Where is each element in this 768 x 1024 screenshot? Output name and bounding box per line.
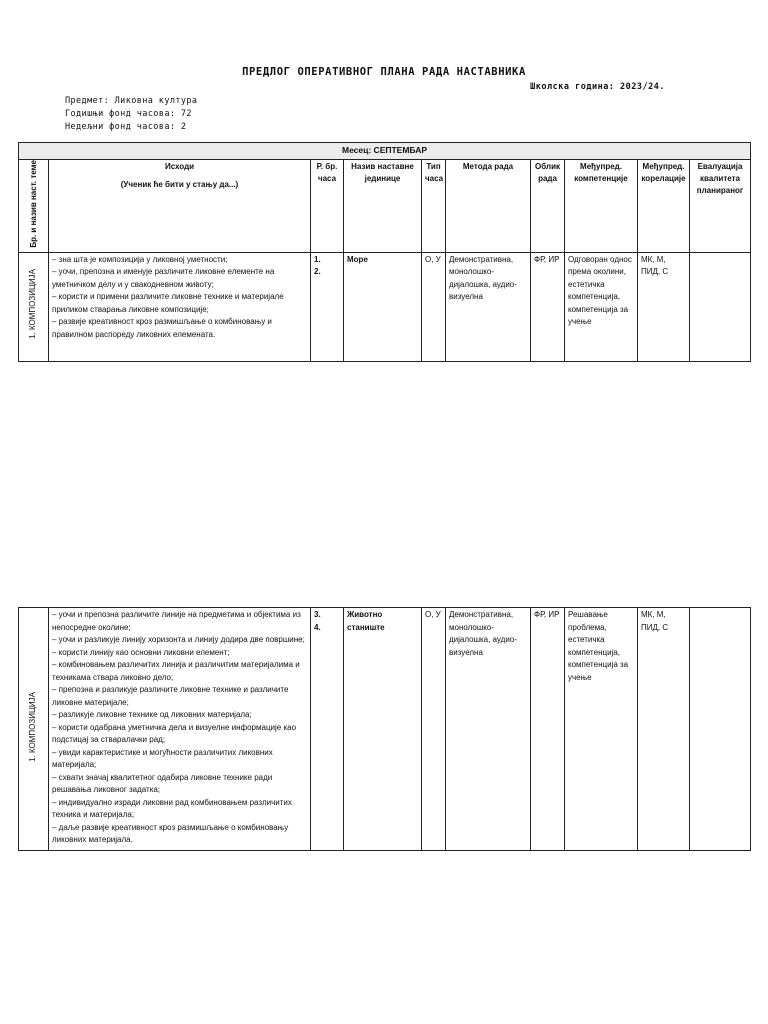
month-header: Месец: СЕПТЕМБАР xyxy=(19,143,751,160)
lesson-type-cell: О, У xyxy=(422,252,446,361)
method-cell: Демонстративна, монолошко-дијалошка, аудио-визуелна xyxy=(446,608,531,851)
topic-cell: 1. КОМПОЗИЦИЈА xyxy=(19,252,49,361)
evaluation-cell xyxy=(690,252,751,361)
header-correlation: Међупред. корелације xyxy=(638,160,690,253)
form-cell: ФР, ИР xyxy=(531,608,565,851)
lesson-name-cell: Море xyxy=(344,252,422,361)
annual-hours-line: Годишњи фонд часова: 72 xyxy=(65,109,192,119)
document-meta xyxy=(65,95,197,134)
header-lesson-name: Назив наставне јединице xyxy=(344,160,422,253)
lesson-name-cell: Животно станиште xyxy=(344,608,422,851)
header-topic: Бр. и назив наст. теме xyxy=(19,160,49,253)
competences-cell: Решавање проблема, естетичка компетенција, компетенција за учење xyxy=(565,608,638,851)
lesson-number-cell: 1. 2. xyxy=(311,252,344,361)
competences-cell: Одговоран однос према околини, естетичка компетенција, компетенција за учење xyxy=(565,252,638,361)
header-lesson-number: Р. бр. часа xyxy=(311,160,344,253)
correlation-cell: МК, М, ПИД, С xyxy=(638,608,690,851)
outcomes-cell: – зна шта је композиција у ликовној уметности; – уочи, препозна и именује различите ликовне елементе на уметничком делу и у свакодневном животу; – користи и примени различите ликовне технике и материјале приликом стварања ликовне композиције; – развије креативност кроз размишљање о комбиновању и правилном распореду ликовних елемената. xyxy=(49,252,311,361)
topic-cell: 1. КОМПОЗИЦИЈА xyxy=(19,608,49,851)
form-cell: ФР, ИР xyxy=(531,252,565,361)
method-cell: Демонстративна, монолошко-дијалошка, аудио-визуелна xyxy=(446,252,531,361)
header-lesson-type: Тип часа xyxy=(422,160,446,253)
header-competences: Међупред. компетенције xyxy=(565,160,638,253)
school-year: Школска година: 2023/24. xyxy=(530,82,665,92)
document-title: ПРЕДЛОГ ОПЕРАТИВНОГ ПЛАНА РАДА НАСТАВНИКА xyxy=(242,66,526,78)
subject-line: Предмет: Ликовна култура xyxy=(65,96,198,106)
header-form: Облик рада xyxy=(531,160,565,253)
table-row xyxy=(19,252,751,361)
header-evaluation: Евалуација квалитета планираног xyxy=(690,160,751,253)
lesson-type-cell: О, У xyxy=(422,608,446,851)
plan-table-continued xyxy=(18,607,751,851)
weekly-hours-line: Недељни фонд часова: 2 xyxy=(65,122,187,132)
header-method: Метода рада xyxy=(446,160,531,253)
lesson-number-cell: 3. 4. xyxy=(311,608,344,851)
outcomes-cell: – уочи и препозна различите линије на предметима и објектима из непосредне околине; – уочи и разликује линију хоризонта и линију додира две површине; – користи линију као основни ликовни елемент; – комбиновањем различитих линија и различитим материјалима и техникама ствара ликовно дело; – препозна и разликује различите ликовне технике и различите ликовне материјале; – разликује ликовне технике од ликовних материјала; – користи одабрана уметничка дела и визуелне информације као подстицај за стваралачки рад; – увиди карактеристике и могућности различитих ликовних материјала; – схвати значај квалитетног одабира ликовне технике ради решавања ликовног задатка; – индивидуално изради ликовни рад комбиновањем различитих техника и материјала; – даље развије креативност кроз размишљање о комбиновању ликовних материјала. xyxy=(49,608,311,851)
evaluation-cell xyxy=(690,608,751,851)
header-outcomes: Исходи (Ученик ће бити у стању да...) xyxy=(49,160,311,253)
plan-table xyxy=(18,142,751,362)
correlation-cell: МК, М, ПИД, С xyxy=(638,252,690,361)
table-row xyxy=(19,608,751,851)
